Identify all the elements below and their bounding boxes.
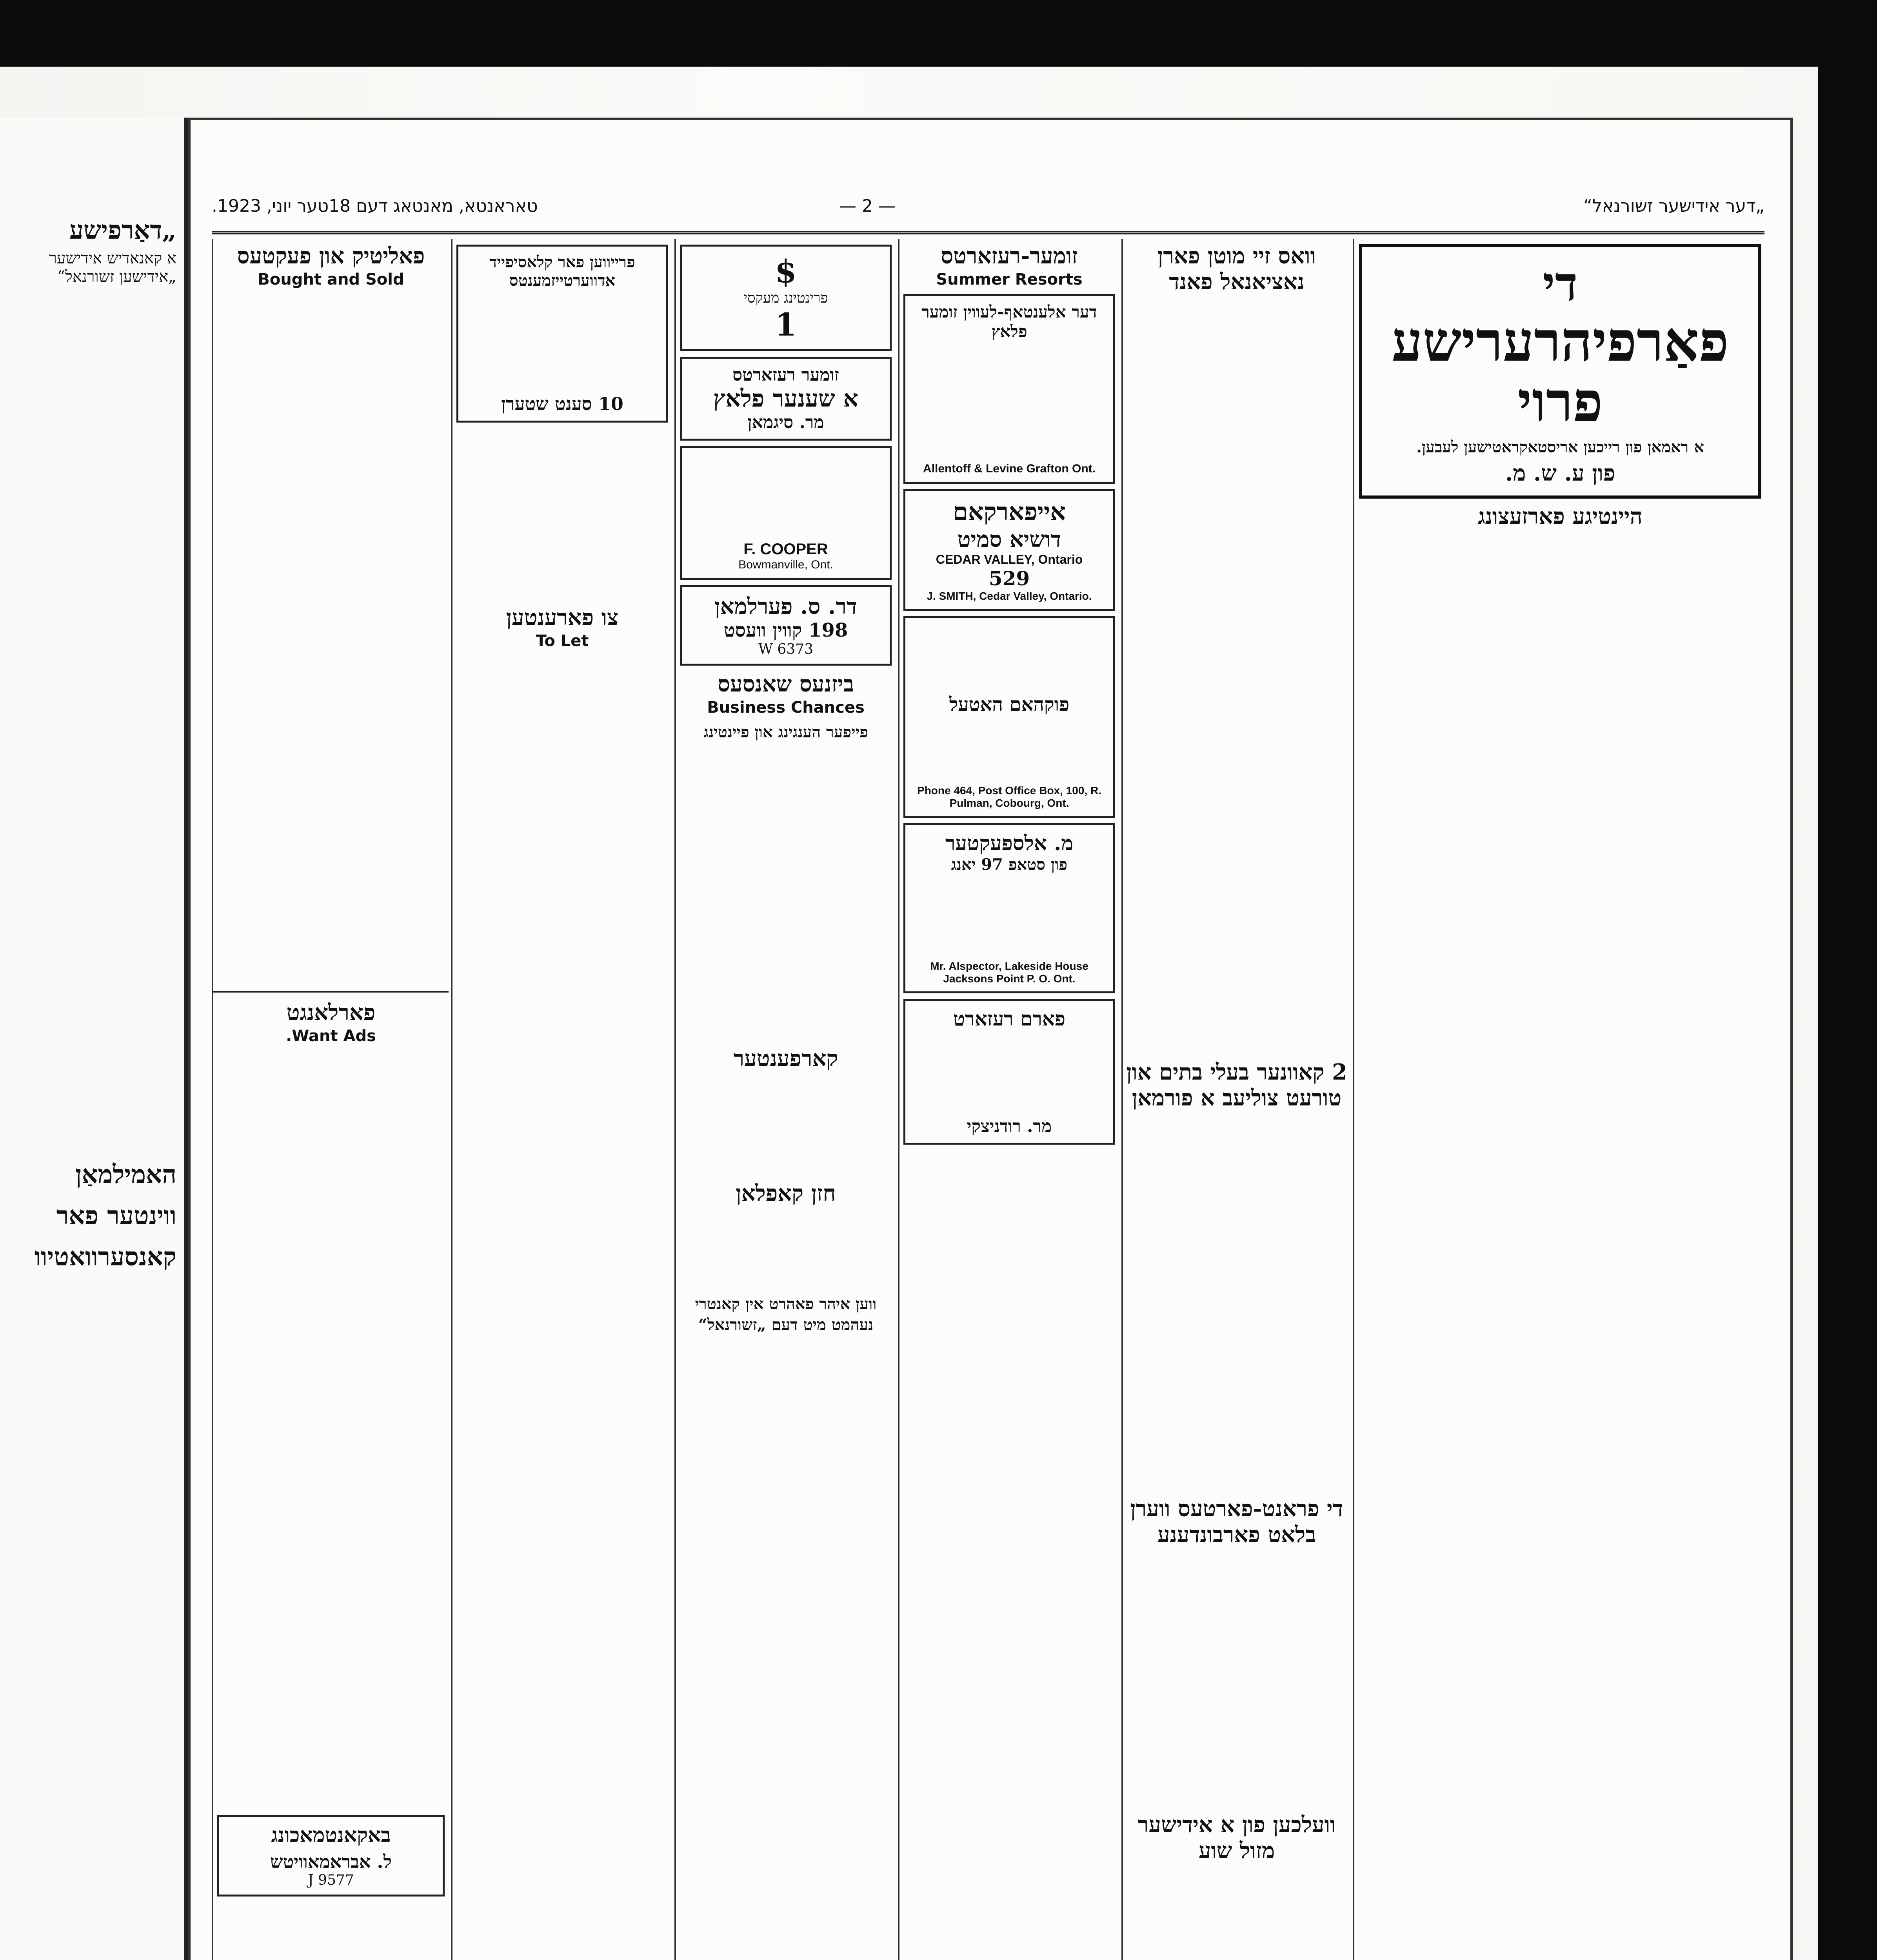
- printing-ad-line: פרינטינג מעקסי: [743, 290, 828, 306]
- chazan-title: חזן קאפלאן: [736, 1180, 836, 1206]
- hotel-phone: Phone 464, Post Office Box, 100, R. Pulman, Cobourg, Ont.: [917, 784, 1101, 809]
- hotel-text: [912, 715, 1107, 784]
- left-body-text: [8, 286, 176, 1148]
- want-ads-subtitle: Want Ads.: [286, 1027, 376, 1045]
- allentoff-ad: [903, 294, 1115, 484]
- classified-rates-ad: [456, 245, 668, 423]
- dentist-name: דר. ס. פערלמאן: [714, 593, 857, 619]
- news-headline-3: די פראנט-פארטעס ווערן בלאט פארבונדענע: [1130, 1496, 1343, 1548]
- classified-rates-title: פרייווען פאר קלאסיפייד אדווערטייזמענטס: [489, 253, 635, 290]
- column-advertisements: [674, 239, 896, 1960]
- smith-ad: [903, 489, 1115, 611]
- news-headline-2: 2 קאוונער בעלי בתים און טורעט צוליעב א פורמאן: [1126, 1059, 1347, 1111]
- to-let-text-1: [452, 428, 672, 601]
- left-title-1: „דאַרפישע: [69, 216, 176, 245]
- allentoff-sign: Allentoff & Levine Grafton Ont.: [923, 462, 1096, 475]
- farm-resort-text: [912, 1030, 1107, 1116]
- hotel-ad-text: [912, 624, 1107, 693]
- smith-name: דושיא סמיט: [957, 526, 1061, 552]
- cooper-place: Bowmanville, Ont.: [738, 558, 833, 571]
- right-border: [1818, 0, 1877, 1960]
- business-chances-title: ביזנעס שאנסעס: [718, 671, 854, 697]
- cooper-ad-text: [688, 454, 883, 541]
- header-masthead: „דער אידישער זשורנאל“: [1583, 196, 1764, 216]
- header-date: טאראנטא, מאנטאג דעם 18טער יוני, 1923.: [212, 196, 538, 216]
- bought-sold-title: פאליטיק און פעקטעס: [237, 243, 425, 269]
- to-let-text-2: [452, 655, 672, 1960]
- printing-ad-number: 1: [775, 306, 797, 343]
- to-let-subtitle: To Let: [536, 632, 589, 650]
- adjacent-page-text: [8, 204, 176, 1276]
- announcement-ad: [217, 1815, 445, 1896]
- classified-rates-price: 10 סענט שטערן: [501, 393, 623, 414]
- to-let-title: צו פארענטען: [506, 604, 619, 630]
- carpenter-title: קארפענטער: [733, 1045, 838, 1071]
- alspector-sign: Mr. Alspector, Lakeside House Jacksons Point P. O. Ont.: [930, 960, 1088, 985]
- column-to-let: [451, 239, 672, 1960]
- dollar-sign: $: [775, 253, 797, 290]
- summer-place-heading: זומער רעזארטס: [732, 365, 839, 385]
- top-border: [0, 0, 1877, 67]
- allentoff-title: דער אלענטאף-לעווין זומער פלאץ: [921, 302, 1097, 341]
- novel-masthead: [1359, 244, 1761, 499]
- dentist-address: 198 קווין וועסט: [723, 619, 848, 641]
- page-number: — 2 —: [839, 196, 896, 216]
- farm-resort-ad: [903, 999, 1115, 1145]
- novel-text: [1354, 531, 1766, 1960]
- smith-sign: J. SMITH, Cedar Valley, Ontario.: [927, 590, 1092, 602]
- allentoff-text: [912, 341, 1107, 462]
- farm-resort-title: פארם רעזארט: [953, 1007, 1066, 1030]
- country-notice: ווען איהר פאהרט אין קאנטרי נעהמט מיט דעם „זשורנאל“: [695, 1294, 877, 1334]
- want-ads-text: [213, 1051, 449, 1809]
- summer-place-title: א שענער פלאץ: [713, 385, 859, 412]
- novel-continuation-heading: היינטיגע פארזעצונג: [1478, 503, 1643, 529]
- printing-ad: [680, 245, 892, 351]
- business-chances-subtitle: Business Chances: [707, 699, 865, 717]
- smith-number: 529: [988, 567, 1030, 590]
- page-header: [212, 188, 1764, 234]
- news-text-3: [1123, 1549, 1350, 1808]
- dentist-ad: [680, 585, 892, 666]
- bought-sold-subtitle: Bought and Sold: [258, 270, 404, 289]
- bought-sold-text: [213, 294, 449, 984]
- paper-hanging-heading: פייפער הענגינג און פיינטינג: [703, 723, 868, 741]
- news-text-2: [1123, 1112, 1350, 1492]
- hotel-title: פוקהאם האטעל: [949, 693, 1070, 715]
- left-title-3: ווינטער פאר: [56, 1201, 176, 1230]
- resorts-title: זומער-רעזארטס: [941, 243, 1078, 269]
- novel-masthead-di: די: [1543, 256, 1578, 312]
- novel-subtitle: א ראמאן פון רייכען אריסטאקראטישען לעבען.: [1416, 438, 1704, 456]
- announcement-phone: 9577 J: [308, 1872, 354, 1888]
- summer-place-ad: [680, 357, 892, 441]
- alspector-subtitle: פון סטאפ 97 יאנג: [951, 855, 1068, 874]
- left-title-4: קאנסערוואטיוו: [34, 1242, 176, 1272]
- column-summer-resorts: [898, 239, 1119, 1960]
- column-bought-sold: [212, 239, 449, 1960]
- news-headline-1: וואס זיי מוטן פארן נאציאנאל פאנד: [1157, 243, 1316, 295]
- column-news: [1121, 239, 1350, 1960]
- carpenter-text: [676, 1073, 896, 1176]
- announcement-name: ל. אבראמאוויטש: [270, 1851, 392, 1872]
- alspector-title: מ. אלספעקטער: [945, 831, 1074, 855]
- want-ads-title: פארלאנגט: [286, 1000, 376, 1025]
- hotel-ad: [903, 616, 1115, 818]
- cooper-name: F. COOPER: [743, 541, 828, 558]
- news-text-1: [1123, 296, 1350, 1055]
- left-title-2: האמילמאַן: [75, 1160, 176, 1189]
- business-chances-text: [676, 748, 896, 1042]
- smith-ad-title: אייפארקאם: [953, 497, 1066, 526]
- summer-place-name: מר. סיגמאן: [747, 412, 824, 432]
- column-serial-novel: [1353, 239, 1766, 1960]
- farm-resort-name: מר. רודניצקי: [967, 1116, 1052, 1136]
- chazan-text: [676, 1208, 896, 1294]
- resorts-subtitle: Summer Resorts: [936, 270, 1083, 289]
- dentist-phone: 6373 W: [758, 641, 814, 657]
- left-line-2: „אידישען זשורנאל“: [57, 268, 176, 286]
- smith-place: CEDAR VALLEY, Ontario: [936, 552, 1083, 566]
- news-headline-4: וועלכען פון א אידישער מזול שוע: [1137, 1812, 1336, 1864]
- news-text-4: [1123, 1865, 1350, 1960]
- novel-author: פון ע. ש. מ.: [1505, 460, 1615, 486]
- alspector-text: [912, 874, 1107, 960]
- divider: [213, 991, 449, 993]
- cooper-ad: [680, 446, 892, 580]
- announcement-title: באקאנטמאכונג: [271, 1823, 391, 1847]
- classified-rates-text: [465, 290, 660, 393]
- alspector-ad: [903, 823, 1115, 993]
- left-line-1: א קאנאדיש אידישער: [49, 249, 176, 267]
- novel-title: פאַרפיהרערישע פרוי: [1391, 310, 1729, 434]
